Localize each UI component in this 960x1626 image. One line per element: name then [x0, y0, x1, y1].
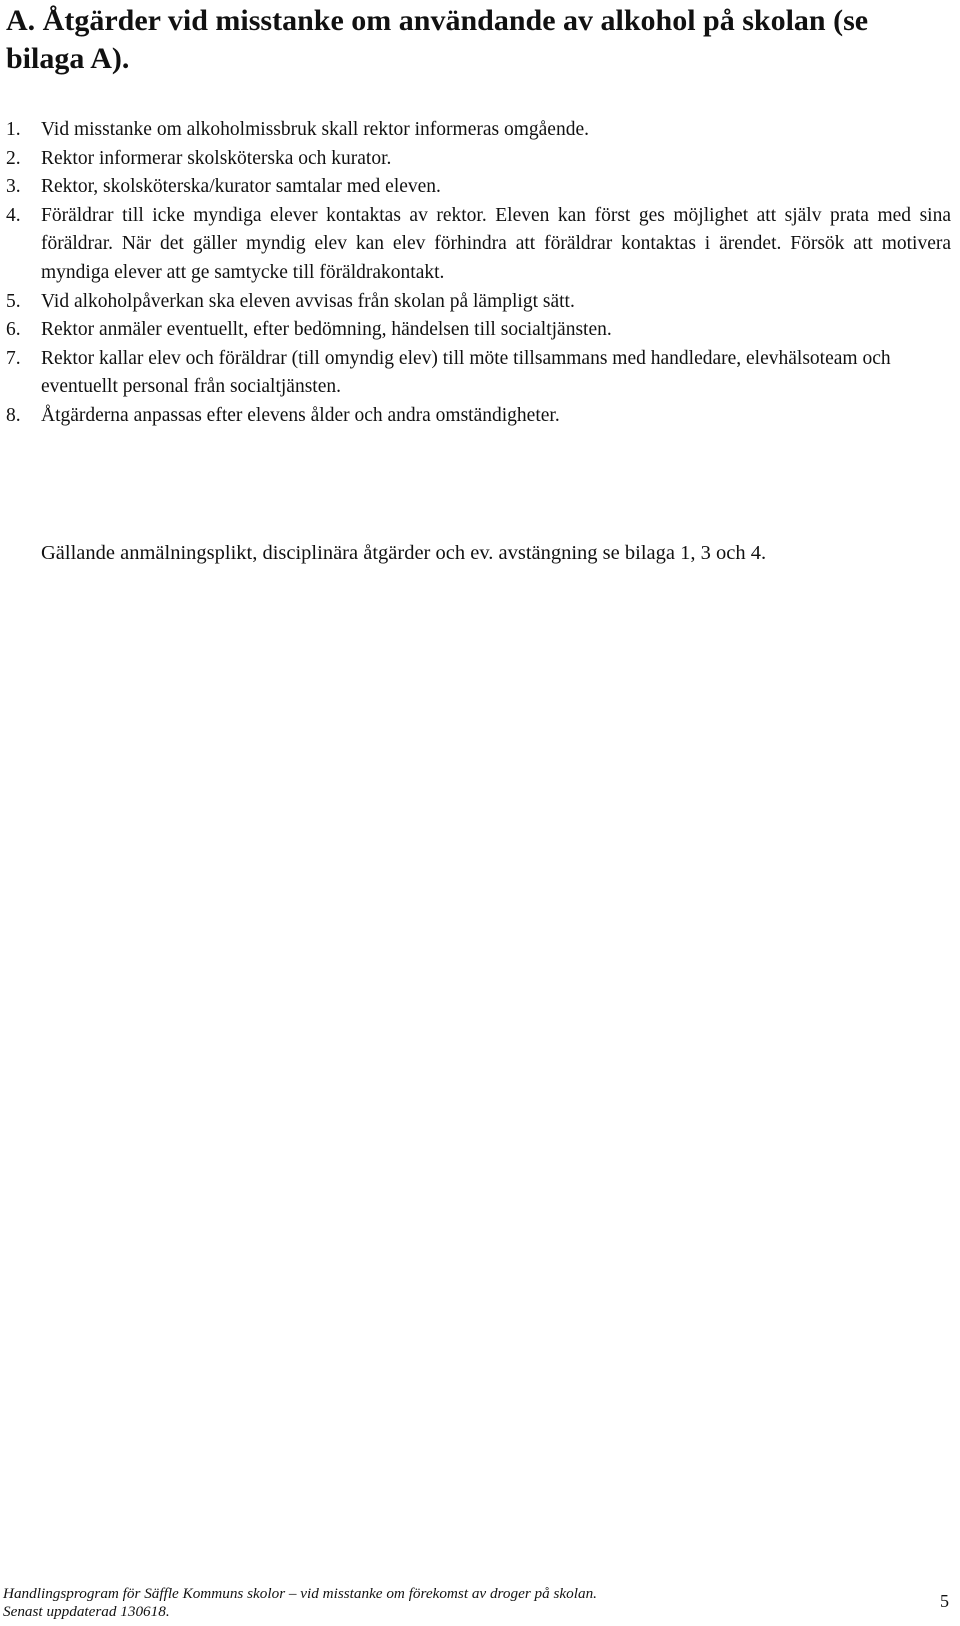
- list-item: [6, 145, 956, 174]
- step-number: 4.: [6, 204, 21, 226]
- step-number: 7.: [6, 347, 21, 369]
- list-item: [6, 316, 956, 345]
- reference-note: Gällande anmälningsplikt, disciplinära åtgärder och ev. avstängning se bilaga 1, 3 och 4.: [41, 542, 767, 564]
- list-item: [6, 345, 956, 402]
- step-text: Rektor, skolsköterska/kurator samtalar med eleven.: [41, 176, 441, 198]
- list-item: [6, 402, 956, 431]
- footer-title: Handlingsprogram för Säffle Kommuns skolor – vid misstanke om förekomst av droger på skolan.: [3, 1585, 597, 1602]
- page-footer: [3, 1585, 597, 1621]
- step-text: Åtgärderna anpassas efter elevens ålder och andra omständigheter.: [41, 404, 560, 426]
- list-item: [6, 173, 956, 202]
- list-item: [6, 116, 956, 145]
- step-number: 2.: [6, 147, 21, 169]
- action-steps-list: [6, 116, 956, 431]
- step-text: Vid alkoholpåverkan ska eleven avvisas från skolan på lämpligt sätt.: [41, 290, 575, 312]
- step-number: 8.: [6, 404, 21, 426]
- step-number: 1.: [6, 119, 21, 140]
- page-number: 5: [940, 1591, 949, 1611]
- step-text: Föräldrar till icke myndiga elever kontaktas av rektor. Eleven kan först ges möjlighet att själv prata med sina föräldrar. När det gäller myndig elev kan elev förhindra att föräldrar kontaktas i ärendet. Försök att motivera myndiga elever att ge samtycke till föräldrakontakt.: [41, 204, 951, 283]
- step-number: 5.: [6, 290, 21, 312]
- page-heading: A. Åtgärder vid misstanke om användande av alkohol på skolan (se bilaga A).: [6, 4, 869, 75]
- step-number: 3.: [6, 176, 21, 198]
- list-item: [6, 288, 956, 317]
- step-text: Rektor anmäler eventuellt, efter bedömning, händelsen till socialtjänsten.: [41, 319, 612, 341]
- list-item: [6, 202, 956, 288]
- step-text: Rektor kallar elev och föräldrar (till omyndig elev) till möte tillsammans med handledare, elevhälsoteam och eventuellt personal från socialtjänsten.: [41, 347, 891, 398]
- step-text: Vid misstanke om alkoholmissbruk skall rektor informeras omgående.: [41, 119, 589, 140]
- footer-updated-date: Senast uppdaterad 130618.: [3, 1603, 170, 1620]
- step-text: Rektor informerar skolsköterska och kurator.: [41, 147, 392, 169]
- step-number: 6.: [6, 319, 21, 341]
